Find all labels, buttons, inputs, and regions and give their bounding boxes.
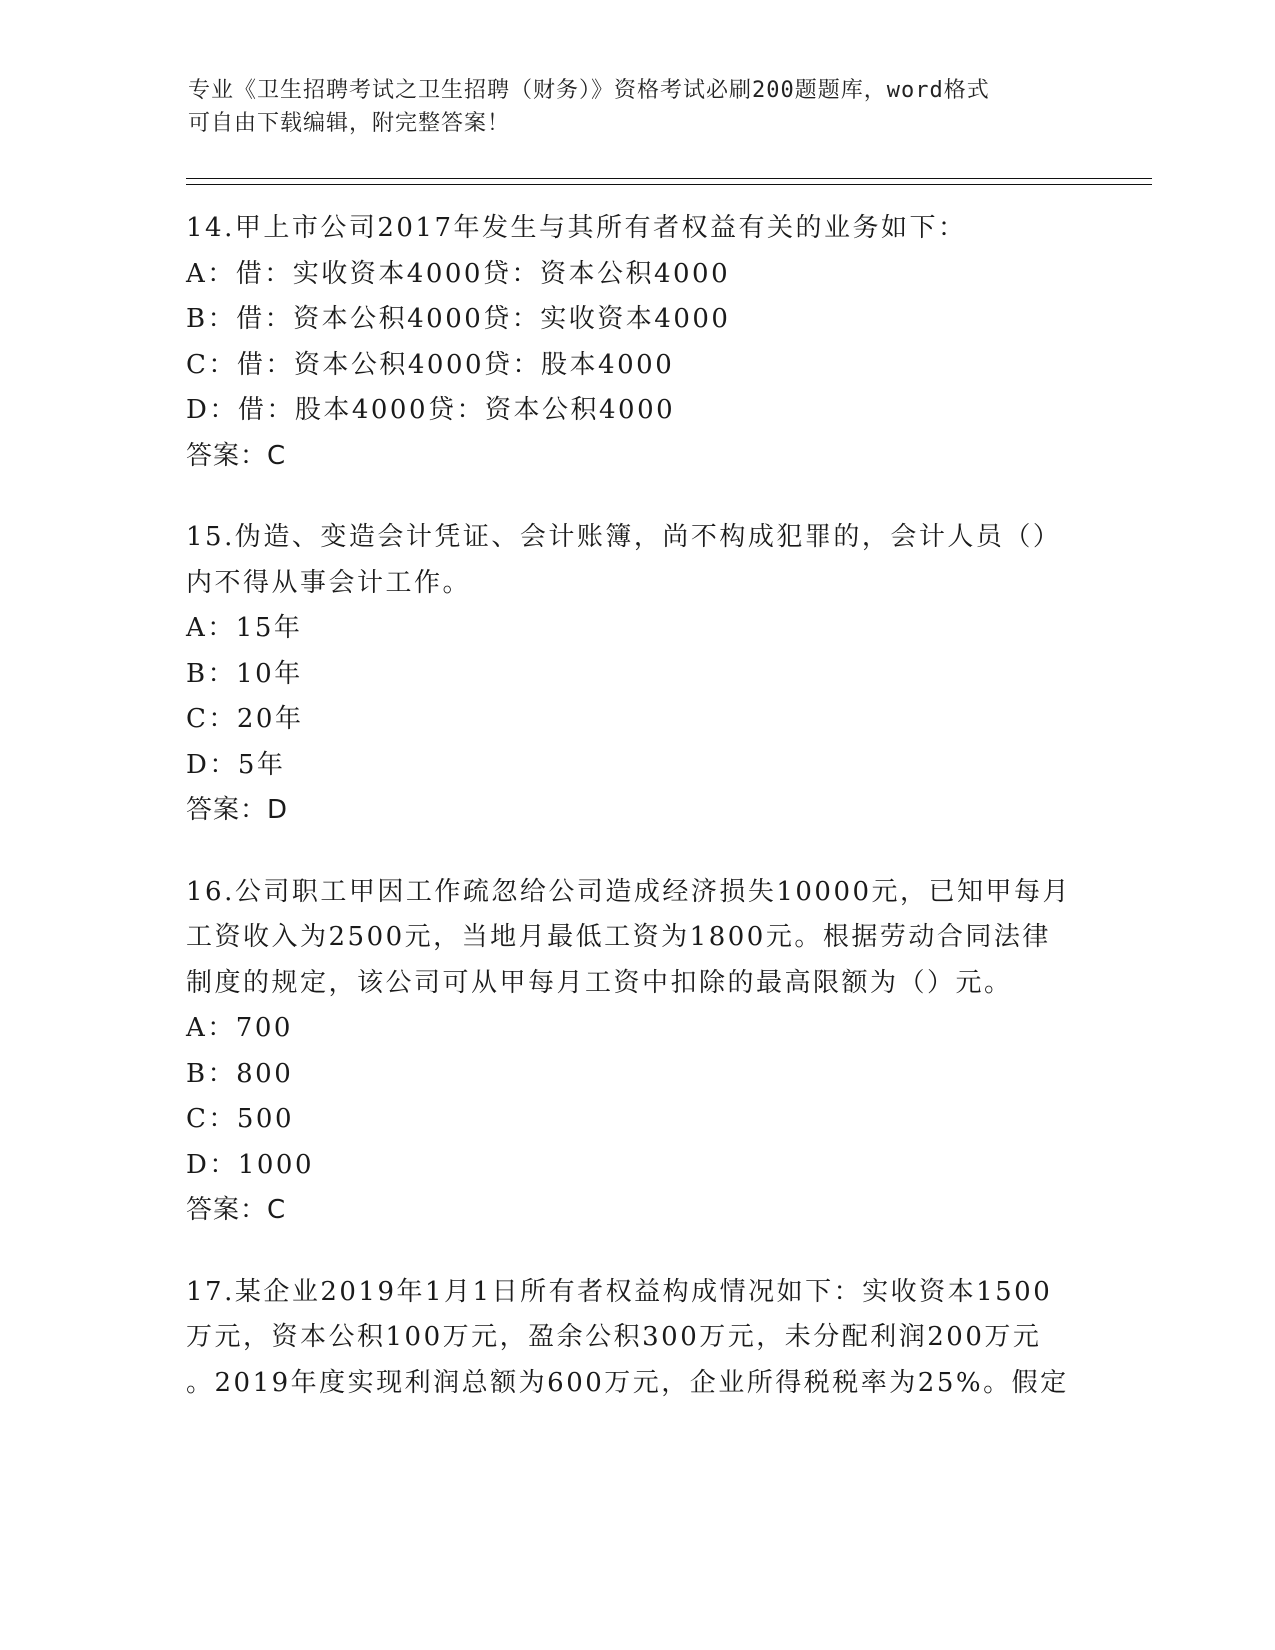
question-17 [186, 1270, 1086, 1407]
question-text: 。2019年度实现利润总额为600万元，企业所得税税率为25%。假定 [186, 1367, 1069, 1398]
question-16 [186, 870, 1086, 1234]
option-a: A：700 [186, 1013, 293, 1043]
header-divider-top [186, 178, 1152, 179]
option-c: C：20年 [186, 704, 304, 734]
header-line: 可自由下载编辑，附完整答案！ [188, 111, 511, 136]
option-b: B：800 [186, 1058, 294, 1089]
question-list [186, 206, 1086, 1442]
option-d: D：借：股本4000贷：资本公积4000 [186, 395, 676, 425]
option-b: B：10年 [186, 658, 303, 689]
question-text: 万元，资本公积100万元，盈余公积300万元，未分配利润200万元 [186, 1322, 1042, 1352]
answer: 答案：C [186, 440, 287, 471]
document-header [188, 74, 1068, 140]
option-c: C：借：资本公积4000贷：股本4000 [186, 349, 675, 380]
question-text: 内不得从事会计工作。 [186, 567, 472, 598]
option-b: B：借：资本公积4000贷：实收资本4000 [186, 304, 731, 334]
option-d: D：1000 [186, 1149, 315, 1180]
question-text: 17.某企业2019年1月1日所有者权益构成情况如下：实收资本1500 [186, 1276, 1053, 1307]
option-a: A：借：实收资本4000贷：资本公积4000 [186, 258, 731, 289]
question-14 [186, 206, 1086, 479]
option-a: A：15年 [186, 613, 303, 643]
question-text: 14.甲上市公司2017年发生与其所有者权益有关的业务如下： [186, 213, 967, 243]
answer: 答案：D [186, 795, 289, 825]
header-line: 专业《卫生招聘考试之卫生招聘（财务）》资格考试必刷200题题库，word格式 [188, 78, 990, 103]
answer: 答案：C [186, 1195, 287, 1225]
question-text: 制度的规定，该公司可从甲每月工资中扣除的最高限额为（）元。 [186, 967, 1013, 998]
question-text: 16.公司职工甲因工作疏忽给公司造成经济损失10000元，已知甲每月 [186, 876, 1072, 907]
question-text: 工资收入为2500元，当地月最低工资为1800元。根据劳动合同法律 [186, 922, 1051, 952]
header-divider-bottom [186, 184, 1152, 185]
question-15 [186, 515, 1086, 834]
question-text: 15.伪造、变造会计凭证、会计账簿，尚不构成犯罪的，会计人员（） [186, 522, 1062, 552]
option-d: D：5年 [186, 749, 286, 780]
option-c: C：500 [186, 1104, 295, 1134]
